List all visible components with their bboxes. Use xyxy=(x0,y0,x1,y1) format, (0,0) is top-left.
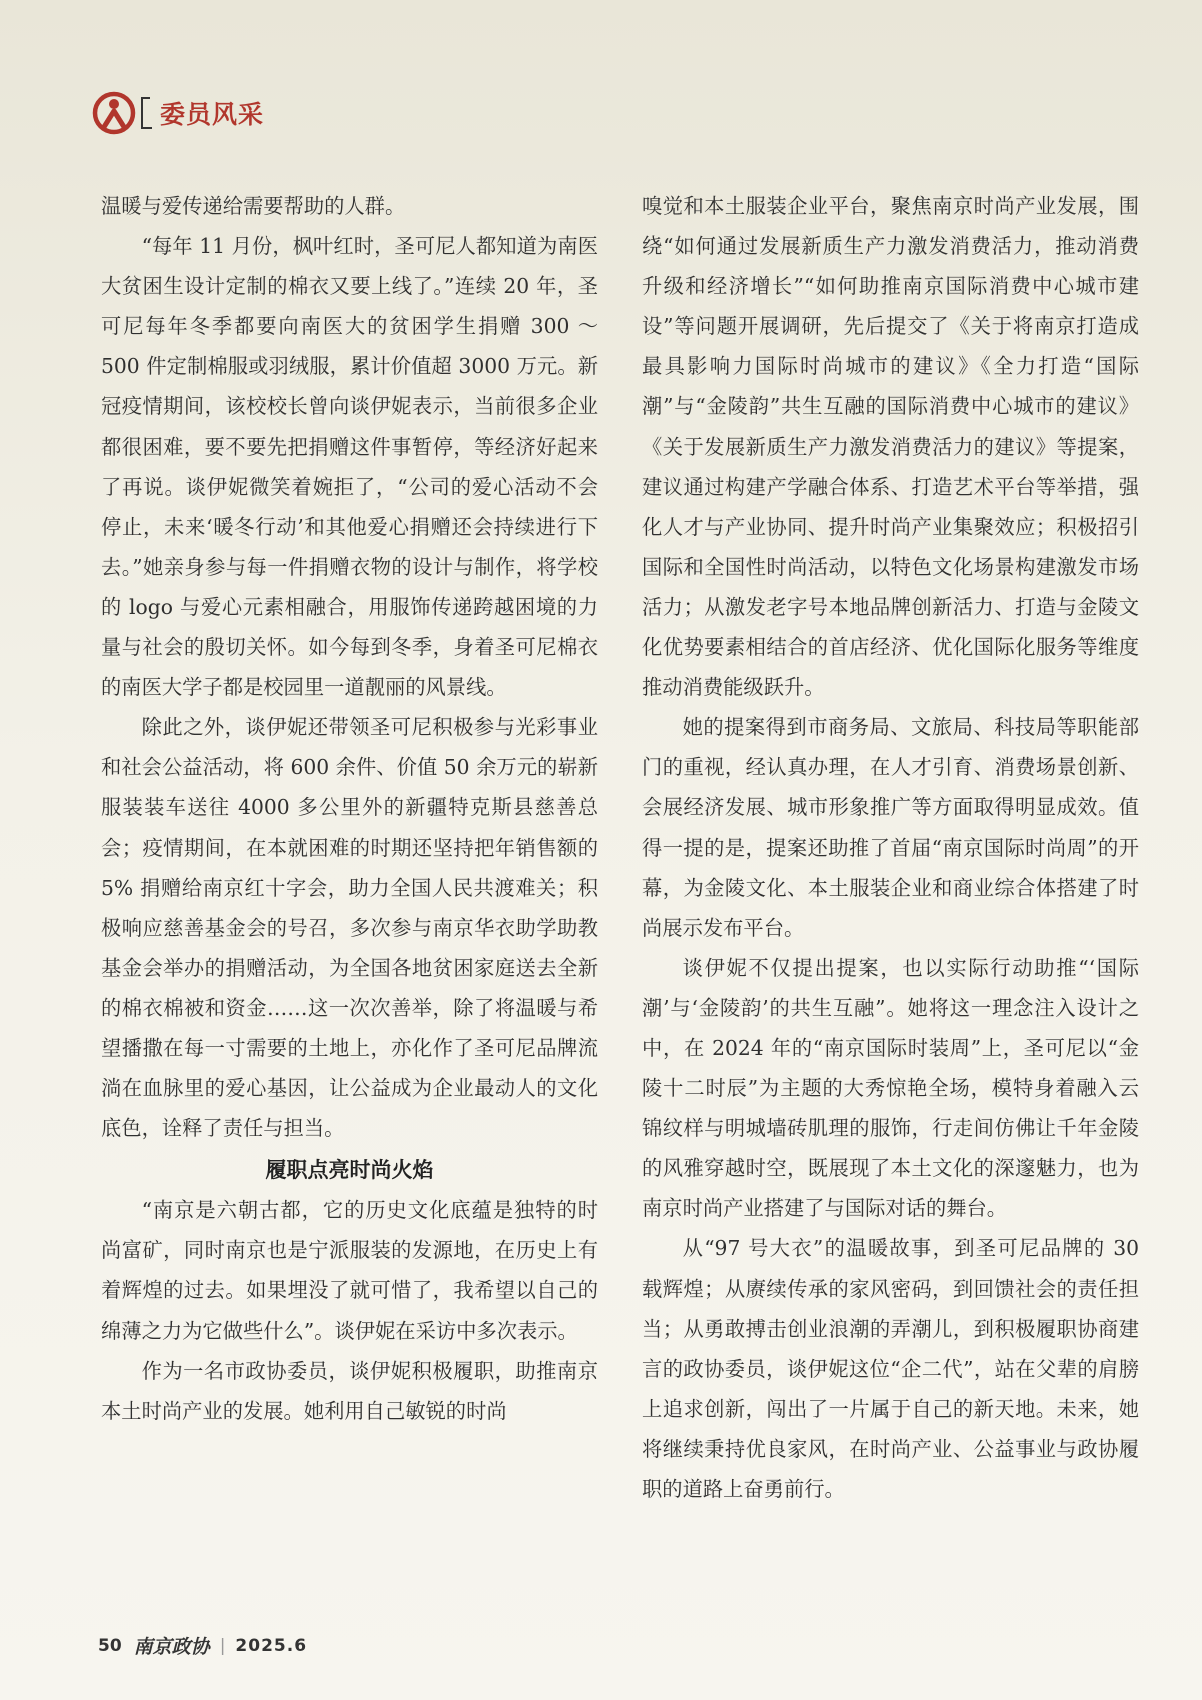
paragraph: 嗅觉和本土服装企业平台，聚焦南京时尚产业发展，围绕“如何通过发展新质生产力激发消费活力，推动消费升级和经济增长”“如何助推南京国际消费中心城市建设”等问题开展调研，先后提交了《关于将南京打造成最具影响力国际时尚城市的建议》《全力打造“国际潮”与“金陵韵”共生互融的国际消费中心城市的建议》《关于发展新质生产力激发消费活力的建议》等提案，建议通过构建产学融合体系、打造艺术平台等举措，强化人才与产业协同、提升时尚产业集聚效应；积极招引国际和全国性时尚活动，以特色文化场景构建激发市场活力；从激发老字号本地品牌创新活力、打造与金陵文化优势要素相结合的首店经济、优化国际化服务等维度推动消费能级跃升。 xyxy=(642,194,1139,700)
left-column xyxy=(101,186,598,1431)
paragraph: 温暖与爱传递给需要帮助的人群。 xyxy=(101,194,406,218)
paragraph: 她的提案得到市商务局、文旅局、科技局等职能部门的重视，经认真办理，在人才引育、消费场景创新、会展经济发展、城市形象推广等方面取得明显成效。值得一提的是，提案还助推了首届“南京国际时尚周”的开幕，为金陵文化、本土服装企业和商业综合体搭建了时尚展示发布平台。 xyxy=(642,715,1139,940)
magazine-name: 南京政协 xyxy=(133,1636,210,1658)
committee-logo-icon xyxy=(92,91,136,135)
bracket-decoration-icon xyxy=(138,95,156,131)
paragraph: 除此之外，谈伊妮还带领圣可尼积极参与光彩事业和社会公益活动，将 600 余件、价值 50 余万元的崭新服装装车送往 4000 多公里外的新疆特克斯县慈善总会；疫情期间，在本就困难的时期还坚持把年销售额的 5% 捐赠给南京红十字会，助力全国人民共渡难关；积极响应慈善基金会的号召，多次参与南京华衣助学助教基金会举办的捐赠活动，为全国各地贫困家庭送去全新的棉衣棉被和资金……这一次次善举，除了将温暖与希望播撒在每一寸需要的土地上，亦化作了圣可尼品牌流淌在血脉里的爱心基因，让公益成为企业最动人的文化底色，诠释了责任与担当。 xyxy=(101,715,598,1141)
page-number: 50 xyxy=(98,1635,122,1656)
subheading: 履职点亮时尚火焰 xyxy=(265,1158,434,1183)
page-footer xyxy=(98,1632,307,1659)
footer-divider: | xyxy=(219,1635,226,1656)
paragraph: 从“97 号大衣”的温暖故事，到圣可尼品牌的 30 载辉煌；从赓续传承的家风密码，到回馈社会的责任担当；从勇敢搏击创业浪潮的弄潮儿，到积极履职协商建言的政协委员，谈伊妮这位“企二代”，站在父辈的肩膀上追求创新，闯出了一片属于自己的新天地。未来，她将继续秉持优良家风，在时尚产业、公益事业与政协履职的道路上奋勇前行。 xyxy=(642,1236,1139,1501)
section-title: 委员风采 xyxy=(160,100,265,129)
paragraph: 作为一名市政协委员，谈伊妮积极履职，助推南京本土时尚产业的发展。她利用自己敏锐的时尚 xyxy=(101,1358,598,1423)
issue-number: 2025.6 xyxy=(235,1635,308,1656)
paragraph: “每年 11 月份，枫叶红时，圣可尼人都知道为南医大贫困生设计定制的棉衣又要上线了。”连续 20 年，圣可尼每年冬季都要向南医大的贫困学生捐赠 300 ～ 500 件定制棉服或羽绒服，累计价值超 3000 万元。新冠疫情期间，该校校长曾向谈伊妮表示，当前很多企业都很困难，要不要先把捐赠这件事暂停，等经济好起来了再说。谈伊妮微笑着婉拒了，“公司的爱心活动不会停止，未来‘暖冬行动’和其他爱心捐赠还会持续进行下去。”她亲身参与每一件捐赠衣物的设计与制作，将学校的 logo 与爱心元素相融合，用服饰传递跨越困境的力量与社会的殷切关怀。如今每到冬季，身着圣可尼棉衣的南医大学子都是校园里一道靓丽的风景线。 xyxy=(101,234,598,700)
paragraph: 谈伊妮不仅提出提案，也以实际行动助推“‘国际潮’与‘金陵韵’的共生互融”。她将这一理念注入设计之中，在 2024 年的“南京国际时装周”上，圣可尼以“金陵十二时辰”为主题的大秀惊艳全场，模特身着融入云锦纹样与明城墙砖肌理的服饰，行走间仿佛让千年金陵的风雅穿越时空，既展现了本土文化的深邃魅力，也为南京时尚产业搭建了与国际对话的舞台。 xyxy=(642,955,1139,1221)
paragraph: “南京是六朝古都，它的历史文化底蕴是独特的时尚富矿，同时南京也是宁派服装的发源地，在历史上有着辉煌的过去。如果埋没了就可惜了，我希望以自己的绵薄之力为它做些什么”。谈伊妮在采访中多次表示。 xyxy=(101,1198,598,1343)
right-column xyxy=(642,186,1139,1509)
section-header xyxy=(92,90,264,136)
